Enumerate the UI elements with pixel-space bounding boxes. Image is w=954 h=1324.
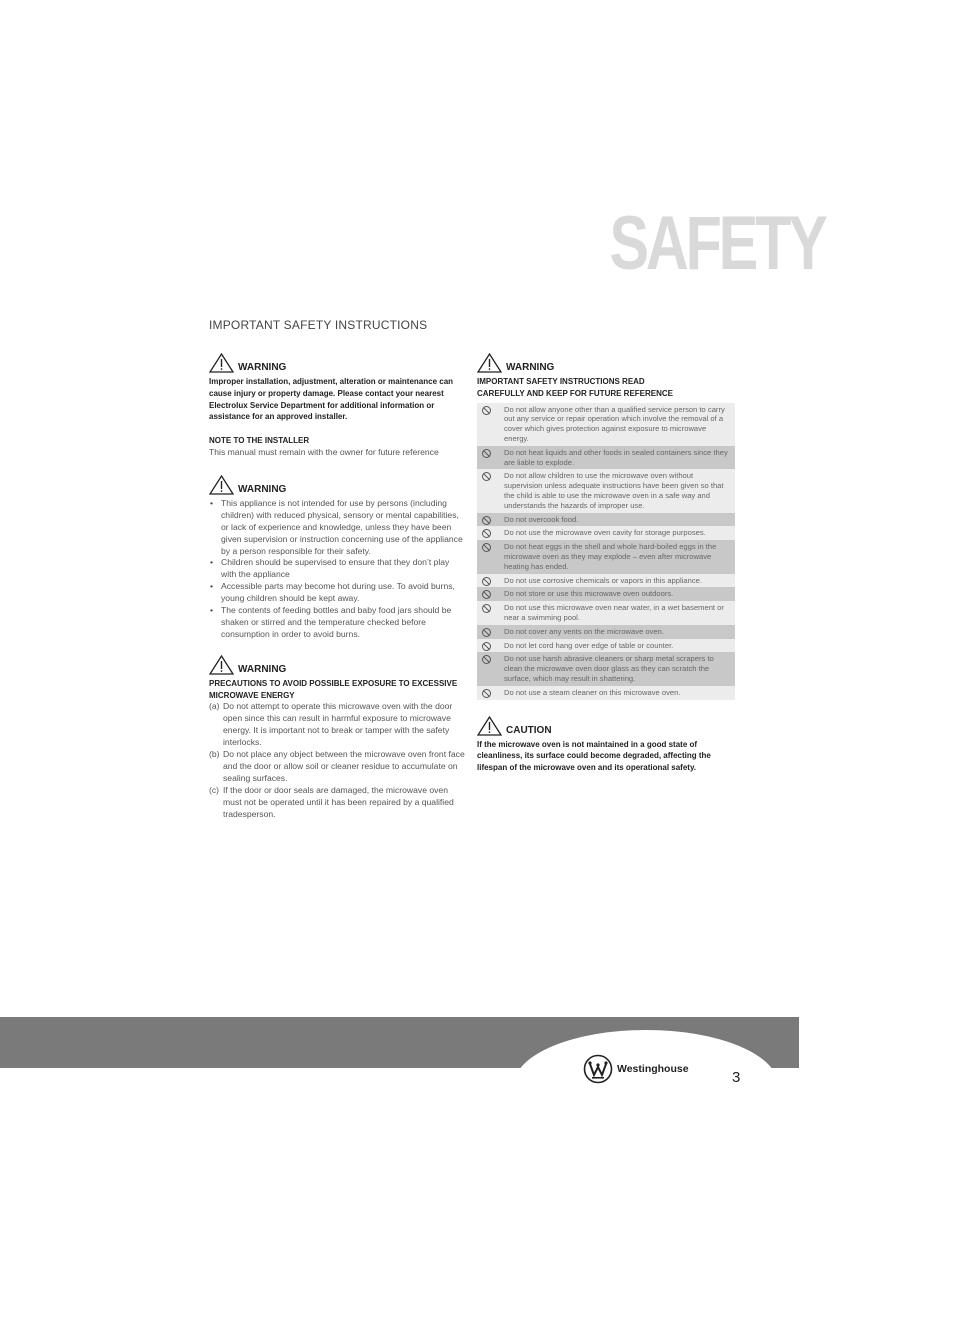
warning-triangle-icon bbox=[209, 475, 234, 495]
table-row bbox=[477, 601, 735, 625]
warning-installation bbox=[209, 353, 465, 423]
westinghouse-logo-icon bbox=[583, 1054, 613, 1084]
list-item: • The contents of feeding bottles and baby food jars should be shaken or stirred and the temperature checked before consumption in order to avoid burns. bbox=[209, 605, 465, 641]
rule-text: Do not overcook food. bbox=[504, 514, 579, 524]
rule-text: Do not store or use this microwave oven outdoors. bbox=[504, 589, 674, 599]
brand-logo bbox=[583, 1054, 689, 1084]
table-row bbox=[477, 686, 735, 700]
table-row bbox=[477, 587, 735, 601]
list-item: • This appliance is not intended for use by persons (including children) with reduced physical, sensory or mental capabilities, or lack of experience and knowledge, unless they have been given supervision or instruction concerning use of the appliance by a person responsible for their safety. bbox=[209, 498, 465, 558]
warning-triangle-icon bbox=[477, 716, 502, 736]
warning-label: WARNING bbox=[238, 362, 287, 373]
list-item: • Accessible parts may become hot during use. To avoid burns, young children should be kept away. bbox=[209, 581, 465, 605]
warning-triangle-icon bbox=[209, 655, 234, 675]
table-row bbox=[477, 639, 735, 653]
rule-text: Do not let cord hang over edge of table or counter. bbox=[504, 640, 674, 650]
table-row bbox=[477, 574, 735, 588]
warning-triangle-icon bbox=[477, 353, 502, 373]
rule-text: Do not heat liquids and other foods in sealed containers since they are liable to explode. bbox=[504, 447, 728, 467]
precautions-list bbox=[209, 701, 465, 820]
caution-label: CAUTION bbox=[506, 724, 552, 736]
warning-microwave-exposure bbox=[209, 655, 465, 821]
list-item: (b) Do not place any object between the microwave oven front face and the door or allow soil or cleaner residue to accumulate on sealing surfaces. bbox=[209, 748, 465, 783]
rule-text: Do not heat eggs in the shell and whole hard-boiled eggs in the microwave oven as they may explode – even after microwave heating has ended. bbox=[504, 542, 717, 571]
prohibition-icon bbox=[482, 689, 491, 698]
left-column bbox=[209, 353, 465, 832]
table-row bbox=[477, 403, 735, 446]
prohibition-icon bbox=[482, 655, 491, 664]
list-item: (c) If the door or door seals are damaged, the microwave oven must not be operated until it has been repaired by a qualified tradesperson. bbox=[209, 784, 454, 819]
rule-text: Do not allow children to use the microwave oven without supervision unless adequate instructions have been given so that the child is able to use the microwave oven in a safe way and understands the hazards of improper use. bbox=[504, 471, 724, 510]
warning-bullet-list bbox=[209, 498, 465, 641]
rule-text: Do not cover any vents on the microwave oven. bbox=[504, 626, 664, 636]
warning-label: WARNING bbox=[506, 362, 555, 373]
warning-subtitle-line1: IMPORTANT SAFETY INSTRUCTIONS READ bbox=[477, 377, 645, 386]
rule-text: Do not use harsh abrasive cleaners or sharp metal scrapers to clean the microwave oven door glass as they can scratch the surface, which may result in shattering. bbox=[504, 654, 714, 683]
table-row bbox=[477, 540, 735, 573]
prohibition-icon bbox=[482, 406, 491, 415]
warning-appliance-use bbox=[209, 475, 465, 641]
table-row bbox=[477, 526, 735, 540]
caution-text: If the microwave oven is not maintained in a good state of cleanliness, its surface could become degraded, affecting the lifespan of the microwave oven and its operational safety. bbox=[477, 739, 711, 773]
table-row bbox=[477, 513, 735, 527]
prohibition-icon bbox=[482, 543, 491, 552]
warning-triangle-icon bbox=[209, 353, 234, 373]
note-text: This manual must remain with the owner for future reference bbox=[209, 446, 439, 457]
prohibition-icon bbox=[482, 472, 491, 481]
table-row bbox=[477, 469, 735, 512]
prohibition-icon bbox=[482, 628, 491, 637]
prohibition-icon bbox=[482, 604, 491, 613]
prohibition-icon bbox=[482, 449, 491, 458]
prohibition-icon bbox=[482, 529, 491, 538]
page-title: SAFETY bbox=[609, 201, 825, 286]
brand-name: Westinghouse bbox=[617, 1063, 689, 1075]
warning-text: Improper installation, adjustment, alteration or maintenance can cause injury or property damage. Please contact your nearest Electrolux Service Department for additional information or assistance for an approved installer. bbox=[209, 377, 454, 422]
table-row bbox=[477, 446, 735, 470]
rule-text: Do not use corrosive chemicals or vapors in this appliance. bbox=[504, 575, 702, 585]
rule-text: Do not use a steam cleaner on this microwave oven. bbox=[504, 687, 681, 697]
safety-rules-table bbox=[477, 403, 735, 700]
rule-text: Do not use this microwave oven near water, in a wet basement or near a swimming pool. bbox=[504, 603, 724, 622]
warning-subtitle-line2: CAREFULLY AND KEEP FOR FUTURE REFERENCE bbox=[477, 388, 674, 398]
warning-label: WARNING bbox=[238, 483, 287, 495]
rule-text: Do not allow anyone other than a qualified service person to carry out any service or repair operation which involve the removal of a cover which gives protection against exposure to microwave energy. bbox=[504, 404, 725, 443]
note-to-installer bbox=[209, 435, 465, 459]
prohibition-icon bbox=[482, 516, 491, 525]
warning-important-instructions bbox=[477, 353, 735, 400]
prohibition-icon bbox=[482, 590, 491, 599]
section-title: IMPORTANT SAFETY INSTRUCTIONS bbox=[209, 318, 428, 332]
list-item: (a) Do not attempt to operate this microwave oven with the door open since this can result in harmful exposure to microwave energy. It is important not to break or tamper with the safety interlocks. bbox=[209, 701, 453, 748]
table-row bbox=[477, 652, 735, 685]
warning-label: WARNING bbox=[238, 663, 287, 675]
list-item: • Children should be supervised to ensure that they don’t play with the appliance bbox=[209, 557, 465, 581]
rule-text: Do not use the microwave oven cavity for storage purposes. bbox=[504, 528, 706, 538]
caution-block bbox=[477, 716, 735, 774]
warning-subtitle: PRECAUTIONS TO AVOID POSSIBLE EXPOSURE TO EXCESSIVE MICROWAVE ENERGY bbox=[209, 678, 458, 700]
prohibition-icon bbox=[482, 577, 491, 586]
right-column bbox=[477, 353, 735, 774]
prohibition-icon bbox=[482, 642, 491, 651]
page-number: 3 bbox=[732, 1069, 741, 1086]
table-row bbox=[477, 625, 735, 639]
note-label: NOTE TO THE INSTALLER bbox=[209, 436, 310, 446]
